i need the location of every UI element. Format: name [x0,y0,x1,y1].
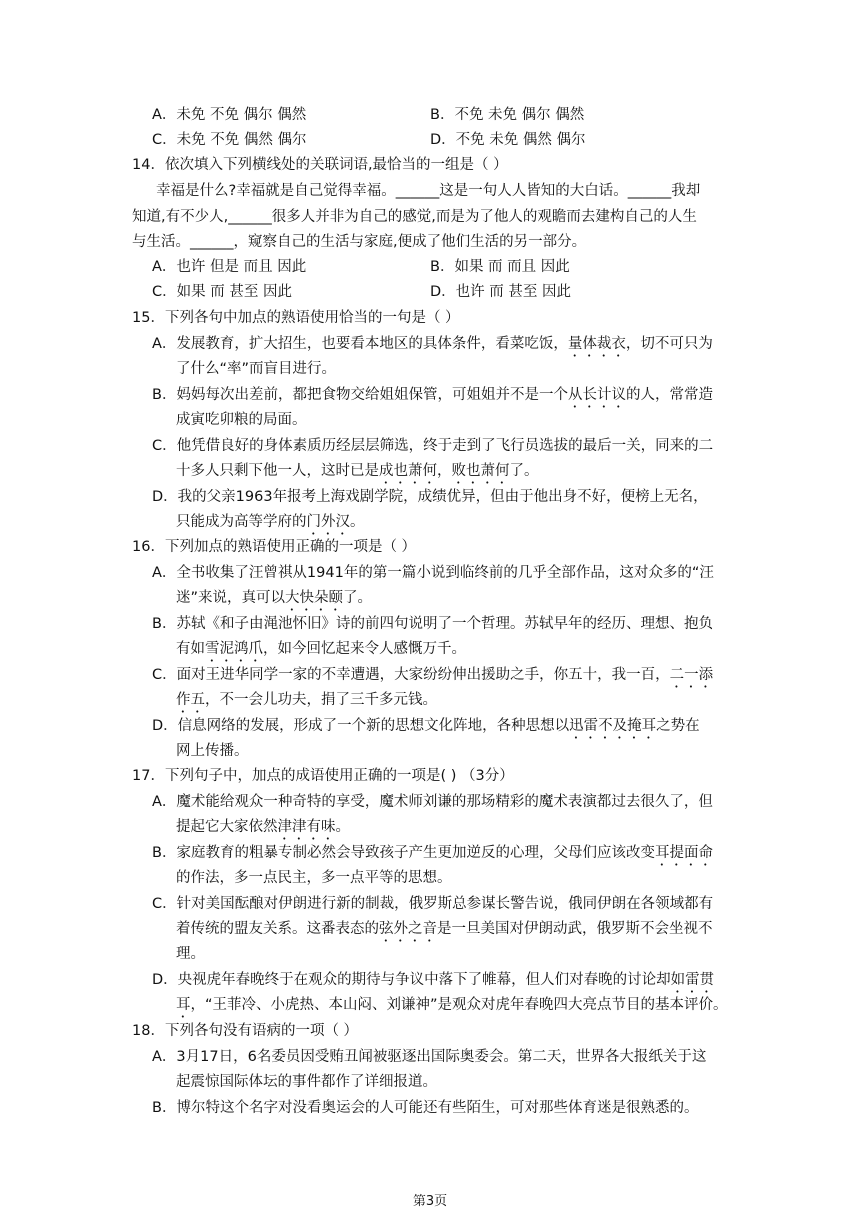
text: 。 [335,819,350,835]
q17-option-b-line-2: 的作法，多一点民主，多一点平等的思想。 [176,870,452,886]
q14-option-c: C．如果 而 甚至 因此 [152,284,292,300]
emphasized-idiom: 耳 [176,997,191,1013]
q16-option-d-line-2: 网上传播。 [176,743,249,759]
q17-option-a-line-2 [176,815,350,843]
q15-option-c-line-1: C．他凭借良好的身体素质历经层层筛选，终于走到了飞行员选拔的最后一关，同来的二 [152,438,714,454]
text: ，“王菲冷、小虎热、本山闷、刘谦神”是观众对虎年春晚四大亮点节目的基本评价。 [190,997,728,1013]
text: D．信息网络的发展，形成了一个新的思想文化阵地，各种思想以 [152,718,570,734]
text: B．妈妈每次出差前，都把食物交给姐姐保管，可姐姐并不是一个 [152,387,568,403]
q14-option-b: B．如果 而 而且 因此 [430,259,570,275]
q16-option-c-line-1 [152,663,713,691]
q16-option-a-line-2 [176,586,372,614]
q15-option-c-line-2 [176,459,539,487]
emphasized-idiom: 如雷贯 [670,972,715,988]
q16-option-b-line-2 [176,637,466,665]
q17-option-c-line-2 [176,917,713,945]
q14-option-d: D．也许 而 甚至 因此 [430,284,571,300]
emphasized-idiom: 耳提面命 [654,845,713,861]
text: 有如 [176,641,205,657]
emphasized-idiom: 量体裁衣 [567,336,626,352]
q17-option-d-line-2 [176,993,728,1021]
q17-option-d-line-1 [152,968,714,996]
text: 迷”来说，真可以 [176,590,286,606]
page-number: 第3页 [412,1194,448,1209]
text: 提起它大家依然 [176,819,278,835]
q15-option-b-line-2: 成寅吃卯粮的局面。 [176,412,307,428]
emphasized-idiom: 作五 [176,692,205,708]
emphasized-idiom: 弦外之音 [379,921,437,937]
q16-stem: 16．下列加点的熟语使用正确的一项是（ ） [132,539,417,555]
q18-option-b-line-1: B．博尔特这个名字对没看奥运会的人可能还有些陌生，可对那些体育迷是很熟悉的。 [152,1100,699,1116]
text: 着传统的盟友关系。这番表态的 [176,921,379,937]
text: ，不一会儿功夫，捐了三千多元钱。 [205,692,437,708]
q15-stem: 15．下列各句中加点的熟语使用恰当的一句是（ ） [132,310,460,326]
q13-option-b: B．不免 未免 偶尔 偶然 [430,107,585,123]
q14-passage-line-1: 幸福是什么?幸福就是自己觉得幸福。______这是一句人人皆知的大白话。______我却 [156,183,701,199]
emphasized-idiom: 从长计议 [567,387,626,403]
q15-option-b-line-1 [152,383,713,411]
q15-option-a-line-1 [152,332,713,360]
q17-stem: 17．下列句子中，加点的成语使用正确的一项是( ) （3分） [132,768,514,784]
q13-option-d: D．不免 未免 偶然 偶尔 [430,132,586,148]
emphasized-idiom: 二一添 [669,667,714,683]
q13-option-a: A．未免 不免 偶尔 偶然 [152,107,307,123]
q14-stem: 14．依次填入下列横线处的关联词语,最恰当的一组是（ ） [132,157,508,173]
text: 的人，常常造 [625,387,713,403]
q18-option-a-line-1: A．3月17日，6名委员因受贿丑闻被驱逐出国际奥委会。第二天，世界各大报纸关于这 [152,1049,707,1065]
text: 了。 [343,590,373,606]
text: ，如今回忆起来令人感慨万千。 [263,641,466,657]
q16-option-d-line-1 [152,714,700,742]
q14-passage-line-2: 知道,有不少人,______很多人并非为自己的感觉,而是为了他人的观瞻而去建构自己的人生 [132,209,697,225]
q15-option-d-line-2 [176,510,365,538]
text: C．面对王进华同学一家的不幸遭遇，大家纷纷伸出援助之手，你五十，我一百， [152,667,670,683]
emphasized-idiom: 成也萧何，败也萧何 [379,463,510,479]
q18-stem: 18．下列各句没有语病的一项（ ） [132,1023,359,1039]
q16-option-b-line-1: B．苏轼《和子由渑池怀旧》诗的前四句说明了一个哲理。苏轼早年的经历、理想、抱负 [152,616,713,632]
q15-option-d-line-1: D．我的父亲1963年报考上海戏剧学院，成绩优异，但由于他出身不好，便榜上无名， [152,489,708,505]
text: 了。 [509,463,539,479]
q14-passage-line-3: 与生活。______，窥察自己的生活与家庭,便成了他们生活的另一部分。 [132,234,587,250]
text: 是一旦美国对伊朗动武，俄罗斯不会坐视不 [437,921,713,937]
q16-option-c-line-2 [176,688,437,716]
emphasized-idiom: 津津有味 [277,819,336,835]
emphasized-idiom: 门外汉 [306,514,350,530]
emphasized-idiom: 雪泥鸿爪 [205,641,263,657]
q17-option-a-line-1: A．魔术能给观众一种奇特的享受，魔术师刘谦的那场精彩的魔术表演都过去很久了，但 [152,794,713,810]
text: B．家庭教育的粗暴专制必然会导致孩子产生更加逆反的心理，父母们应该改变 [152,845,655,861]
text: 之势在 [656,718,700,734]
text: 十多人只剩下他一人，这时已是 [176,463,379,479]
q13-option-c: C．未免 不免 偶然 偶尔 [152,132,307,148]
text: ，切不可只为 [625,336,713,352]
text: D．央视虎年春晚终于在观众的期待与争议中落下了帷幕，但人们对春晚的讨论却 [152,972,671,988]
q17-option-b-line-1 [152,841,713,869]
q15-option-a-line-2: 了什么“率”而盲目进行。 [176,361,337,377]
q17-option-c-line-1: C．针对美国酝酿对伊朗进行新的制裁，俄罗斯总参谋长警告说，俄同伊朗在各领域都有 [152,896,714,912]
text: A．发展教育，扩大招生，也要看本地区的具体条件，看菜吃饭， [152,336,568,352]
text: 只能成为高等学府的 [176,514,307,530]
q14-option-a: A．也许 但是 而且 因此 [152,259,307,275]
emphasized-idiom: 迅雷不及掩耳 [569,718,657,734]
text: 。 [350,514,365,530]
q17-option-c-line-3: 理。 [176,946,205,962]
q18-option-a-line-2: 起震惊国际体坛的事件都作了详细报道。 [176,1074,437,1090]
q16-option-a-line-1: A．全书收集了汪曾祺从1941年的第一篇小说到临终前的几乎全部作品，这对众多的“汪 [152,565,714,581]
emphasized-idiom: 大快朵颐 [285,590,344,606]
